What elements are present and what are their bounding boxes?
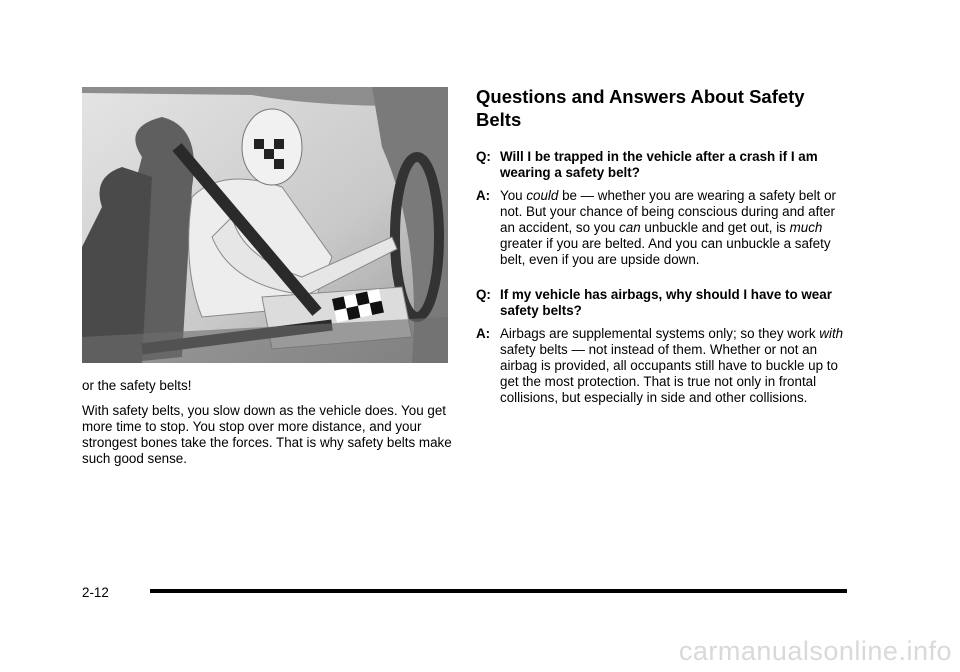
page-number: 2-12 bbox=[82, 585, 109, 600]
crash-test-dummy-illustration bbox=[82, 87, 448, 363]
answer-segment: unbuckle and get out, is bbox=[640, 220, 790, 235]
section-title: Questions and Answers About Safety Belts bbox=[476, 86, 805, 130]
answer-segment: greater if you are belted. And you can unbuckle a safety belt, even if you are upside down. bbox=[500, 236, 831, 267]
answer-segment: Airbags are supplemental systems only; so they work bbox=[500, 326, 820, 341]
photo-caption: or the safety belts! bbox=[82, 378, 192, 393]
answer-text bbox=[500, 188, 836, 267]
question-text: If my vehicle has airbags, why should I have to wear safety belts? bbox=[500, 287, 832, 318]
answer-segment: safety belts — not instead of them. Whether or not an airbag is provided, all occupants still have to buckle up to get the most protection. That is true not only in frontal collisions, but especially in side and other collisions. bbox=[500, 342, 838, 405]
question-1 bbox=[476, 149, 846, 181]
question-2 bbox=[476, 287, 846, 319]
answer-emphasis: with bbox=[819, 326, 844, 341]
answer-tag: A: bbox=[476, 326, 491, 341]
question-tag: Q: bbox=[476, 287, 491, 302]
crash-test-dummy-photo bbox=[82, 87, 448, 363]
answer-1 bbox=[476, 188, 846, 268]
safety-belt-paragraph: With safety belts, you slow down as the vehicle does. You get more time to stop. You stop over more distance, and your strongest bones take the forces. That is why safety belts make such good sense. bbox=[82, 403, 452, 466]
answer-emphasis: can bbox=[619, 220, 641, 235]
question-text: Will I be trapped in the vehicle after a crash if I am wearing a safety belt? bbox=[500, 149, 818, 180]
answer-text bbox=[500, 326, 843, 405]
answer-segment: be — whether you are wearing a safety belt or not. But your chance of being conscious during and after an accident, so you bbox=[500, 188, 836, 235]
answer-tag: A: bbox=[476, 188, 491, 203]
watermark: carmanualsonline.info bbox=[678, 636, 952, 666]
answer-2 bbox=[476, 326, 846, 406]
qa-section bbox=[476, 85, 846, 413]
answer-emphasis: could bbox=[526, 188, 559, 203]
answer-segment: You bbox=[500, 188, 527, 203]
footer-rule bbox=[150, 589, 847, 593]
question-tag: Q: bbox=[476, 149, 491, 164]
left-column-text bbox=[82, 378, 452, 476]
answer-emphasis: much bbox=[789, 220, 823, 235]
